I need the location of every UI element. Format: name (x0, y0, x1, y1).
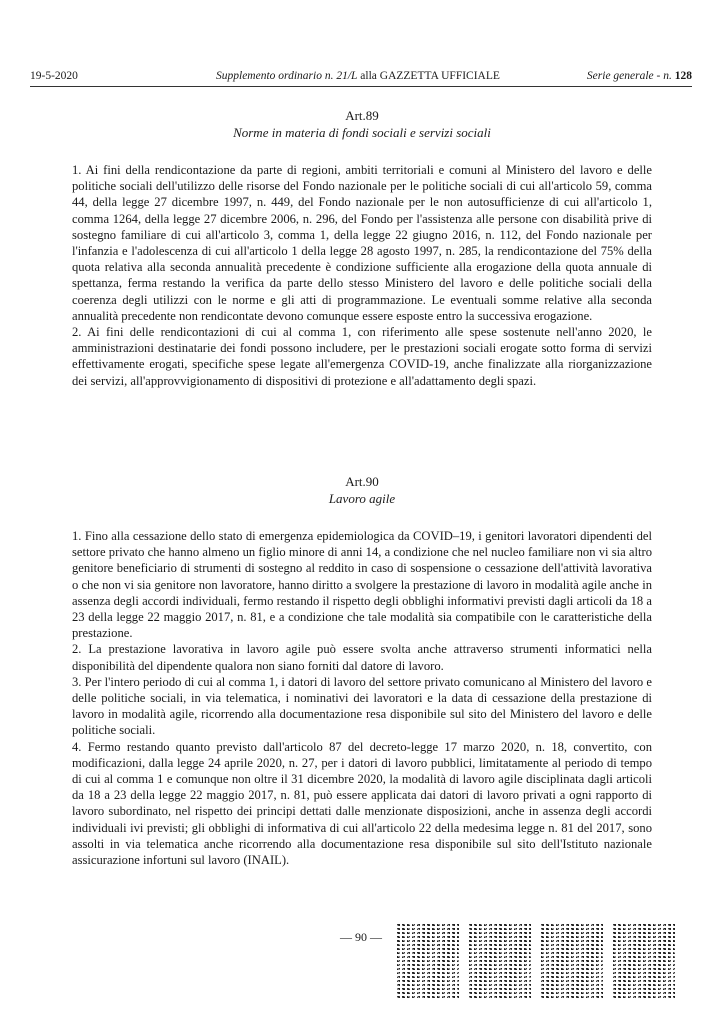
header-issue-number: 128 (674, 70, 692, 82)
article-89-paragraph-2: 2. Ai fini delle rendicontazioni di cui al comma 1, con riferimento alle spese sostenute nell'anno 2020, le amministrazioni destinatarie dei fondi possono includere, per le prestazioni sociali erogate sotto forma di servizi effettivamente erogati, specifiche spese legate all'emergenza COVID-19, anche finalizzate alla riorganizzazione dei servizi, all'approvvigionamento di dispositivi di protezione e all'adattamento degli spazi. (72, 325, 652, 388)
header-supplement: Supplemento ordinario n. 21/L (216, 70, 358, 82)
header-publication (216, 69, 500, 83)
article-90-paragraph-2: 2. La prestazione lavorativa in lavoro agile può essere svolta anche attraverso strumenti informatici nella disponibilità del dipendente qualora non siano forniti dal datore di lavoro. (72, 642, 652, 673)
datamatrix-code-1 (395, 922, 459, 1000)
header-series (587, 69, 692, 83)
header-series-label: Serie generale - n. (586, 70, 675, 82)
datamatrix-code-2 (467, 922, 531, 1000)
article-90-paragraph-1: 1. Fino alla cessazione dello stato di emergenza epidemiologica da COVID–19, i genitori lavoratori dipendenti del settore privato che hanno almeno un figlio minore di anni 14, a condizione che nel nucleo familiare non vi sia altro genitore beneficiario di strumenti di sostegno al reddito in caso di sospensione o cessazione dell'attività lavorativa o che non vi sia genitore non lavoratore, hanno diritto a svolgere la prestazione di lavoro in modalità agile anche in assenza degli accordi individuali, fermo restando il rispetto degli obblighi informativi previsti dagli articoli da 18 a 23 della legge 22 maggio 2017, n. 81, e a condizione che tale modalità sia compatibile con le caratteristiche della prestazione. (72, 529, 652, 641)
article-90-title: Art.90 (345, 474, 379, 489)
article-90-body (72, 528, 652, 868)
header-divider (30, 86, 692, 87)
datamatrix-code-4 (611, 922, 675, 1000)
article-90-paragraph-3: 3. Per l'intero periodo di cui al comma 1, i datori di lavoro del settore privato comunicano al Ministero del lavoro e delle politiche sociali, in via telematica, i nominativi dei lavoratori e la data di cessazione della prestazione di lavoro in modalità agile, ricorrendo alla documentazione resa disponibile sul sito del Ministero del lavoro e delle politiche sociali. (72, 674, 652, 738)
datamatrix-code-3 (539, 922, 603, 1000)
gazette-header (30, 69, 692, 83)
header-gazette: alla GAZZETTA UFFICIALE (357, 70, 500, 82)
header-date: 19-5-2020 (30, 70, 78, 82)
article-89-subtitle: Norme in materia di fondi sociali e servizi sociali (233, 125, 491, 140)
article-89-paragraph-1: 1. Ai fini della rendicontazione da parte di regioni, ambiti territoriali e comuni al Ministero del lavoro e delle politiche sociali dell'utilizzo delle risorse del Fondo nazionale per le politiche sociali di cui all'articolo 59, comma 44, della legge 27 dicembre 1997, n. 449, del Fondo nazionale per le non autosufficienze di cui all'articolo 1, comma 1264, della legge 27 dicembre 2006, n. 296, del Fondo per l'assistenza alle persone con disabilità prive di sostegno familiare di cui all'articolo 3, comma 1, della legge 22 giugno 2016, n. 112, del Fondo nazionale per l'infanzia e l'adolescenza di cui all'articolo 1 della legge 28 agosto 1997, n. 285, la rendicontazione del 75% della quota relativa alla seconda annualità precedente è condizione sufficiente alla erogazione della quota annuale di spettanza, ferma restando la verifica da parte dello stesso Ministero del lavoro e delle politiche sociali della coerenza degli utilizzi con le norme e gli atti di programmazione. Le eventuali somme relative alla seconda annualità precedente non rendicontate devono comunque essere esposte entro la successiva erogazione. (72, 163, 652, 323)
article-89-title: Art.89 (345, 108, 379, 123)
article-90-paragraph-4: 4. Fermo restando quanto previsto dall'articolo 87 del decreto-legge 17 marzo 2020, n. 18, convertito, con modificazioni, dalla legge 24 aprile 2020, n. 27, per i datori di lavoro pubblici, limitatamente al periodo di tempo di cui al comma 1 e comunque non oltre il 31 dicembre 2020, la modalità di lavoro agile disciplinata dagli articoli da 18 a 23 della legge 22 maggio 2017, n. 81, può essere applicata dai datori di lavoro privati a ogni rapporto di lavoro subordinato, nel rispetto dei principi dettati dalle menzionate disposizioni, anche in assenza degli accordi individuali ivi previsti; gli obblighi di informativa di cui all'articolo 22 della medesima legge n. 81 del 2017, sono assolti in via telematica anche ricorrendo alla documentazione resa disponibile sul sito dell'Istituto nazionale assicurazione infortuni sul lavoro (INAIL). (72, 739, 652, 868)
page-number: — 90 — (340, 930, 382, 944)
article-89-body (72, 162, 652, 389)
article-90-subtitle: Lavoro agile (328, 491, 396, 506)
datamatrix-codes (395, 922, 695, 1004)
